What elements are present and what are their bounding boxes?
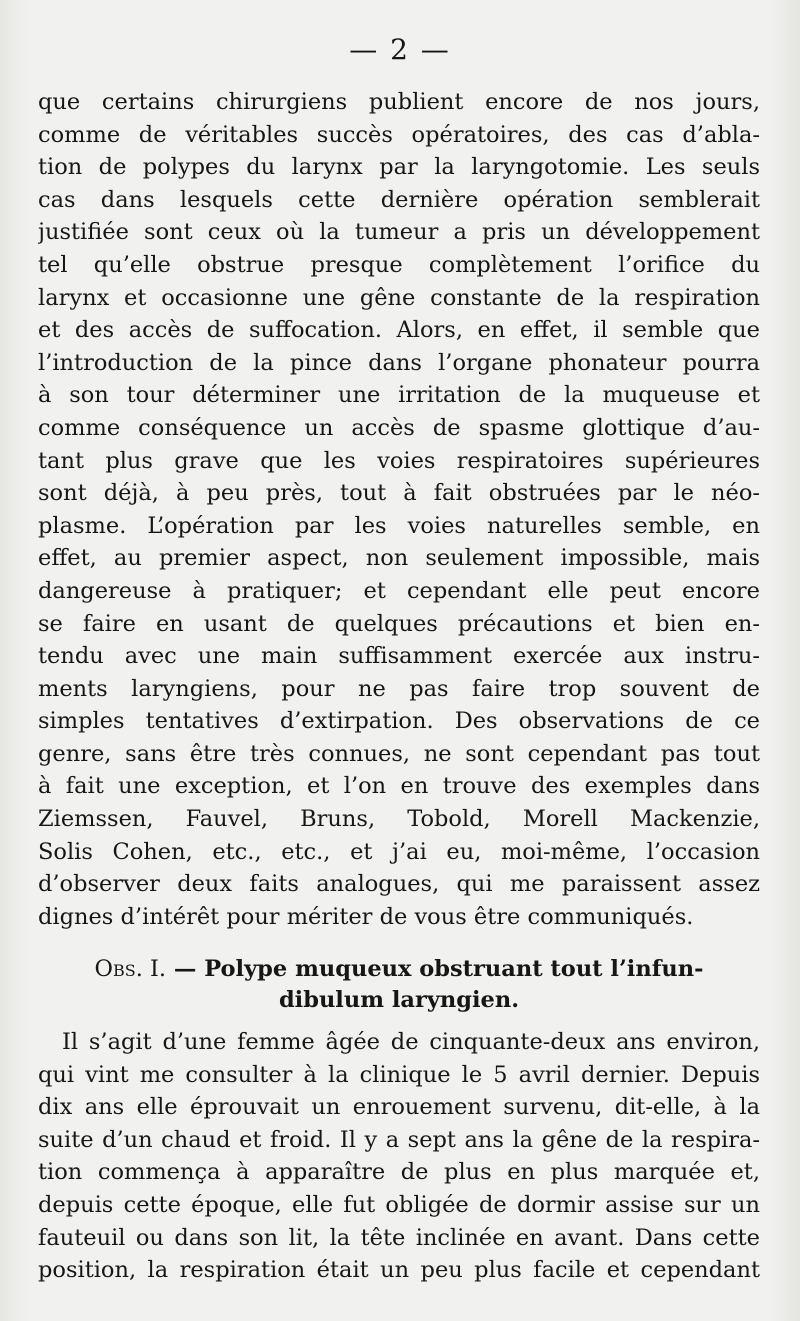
text-line: qui vint me consulter à la clinique le 5 avril dernier. Depuis [38, 1061, 760, 1088]
text-line: se faire en usant de quelques précautions et bien en- [38, 610, 760, 637]
text-line: larynx et occasionne une gêne constante de la respiration [38, 284, 760, 311]
observation-heading [38, 954, 760, 1016]
text-line: tion de polypes du larynx par la laryngotomie. Les seuls [38, 154, 760, 181]
text-line: comme conséquence un accès de spasme glottique d’au- [38, 414, 760, 441]
observation-heading-line [38, 954, 760, 985]
observation-title-part1: — Polype muqueux obstruant tout l’infun- [173, 956, 704, 982]
observation-title-part2: dibulum laryngien. [278, 987, 520, 1013]
observation-label: Obs. I. [94, 956, 167, 982]
text-line: position, la respiration était un peu plus facile et cependant [38, 1257, 760, 1284]
text-line: simples tentatives d’extirpation. Des observations de ce [38, 708, 760, 735]
text-line: tion commença à apparaître de plus en plus marquée et, [38, 1159, 760, 1186]
text-line: à fait une exception, et l’on en trouve des exemples dans [38, 773, 760, 800]
text-line: que certains chirurgiens publient encore de nos jours, [38, 89, 760, 115]
text-line: tendu avec une main suffisamment exercée aux instru- [38, 643, 760, 670]
page-number: — 2 — [349, 33, 451, 66]
text-line: effet, au premier aspect, non seulement impossible, mais [38, 545, 760, 572]
text-line: et des accès de suffocation. Alors, en effet, il semble que [38, 317, 760, 344]
text-line: suite d’un chaud et froid. Il y a sept ans la gêne de la respira- [38, 1126, 760, 1153]
text-line: Il s’agit d’une femme âgée de cinquante-deux ans environ, [62, 1029, 760, 1055]
text-line: dignes d’intérêt pour mériter de vous être communiqués. [38, 903, 694, 930]
text-line: genre, sans être très connues, ne sont cependant pas tout [38, 740, 760, 767]
text-line: l’introduction de la pince dans l’organe phonateur pourra [38, 349, 760, 376]
text-line: tant plus grave que les voies respiratoires supérieures [38, 447, 760, 474]
text-line: fauteuil ou dans son lit, la tête inclinée en avant. Dans cette [38, 1224, 760, 1251]
text-line: d’observer deux faits analogues, qui me paraissent assez [38, 871, 760, 898]
text-line: plasme. L’opération par les voies naturelles semble, en [38, 512, 760, 539]
text-line: comme de véritables succès opératoires, des cas d’abla- [38, 121, 760, 148]
text-line: tel qu’elle obstrue presque complètement l’orifice du [38, 251, 760, 278]
text-line: ments laryngiens, pour ne pas faire trop souvent de [38, 675, 760, 702]
text-line: sont déjà, à peu près, tout à fait obstruées par le néo- [38, 480, 760, 507]
observation-paragraph [38, 1026, 760, 1287]
text-line: depuis cette époque, elle fut obligée de dormir assise sur un [38, 1191, 760, 1218]
main-paragraph [38, 86, 760, 933]
text-line: cas dans lesquels cette dernière opération semblerait [38, 186, 760, 213]
text-line: Ziemssen, Fauvel, Bruns, Tobold, Morell Mackenzie, [38, 806, 760, 833]
text-line: à son tour déterminer une irritation de la muqueuse et [38, 382, 760, 409]
text-line: justifiée sont ceux où la tumeur a pris un développement [38, 219, 760, 246]
text-line: dangereuse à pratiquer; et cependant elle peut encore [38, 577, 760, 604]
text-line: dix ans elle éprouvait un enrouement survenu, dit-elle, à la [38, 1094, 760, 1121]
text-line: Solis Cohen, etc., etc., et j’ai eu, moi-même, l’occasion [38, 838, 760, 865]
